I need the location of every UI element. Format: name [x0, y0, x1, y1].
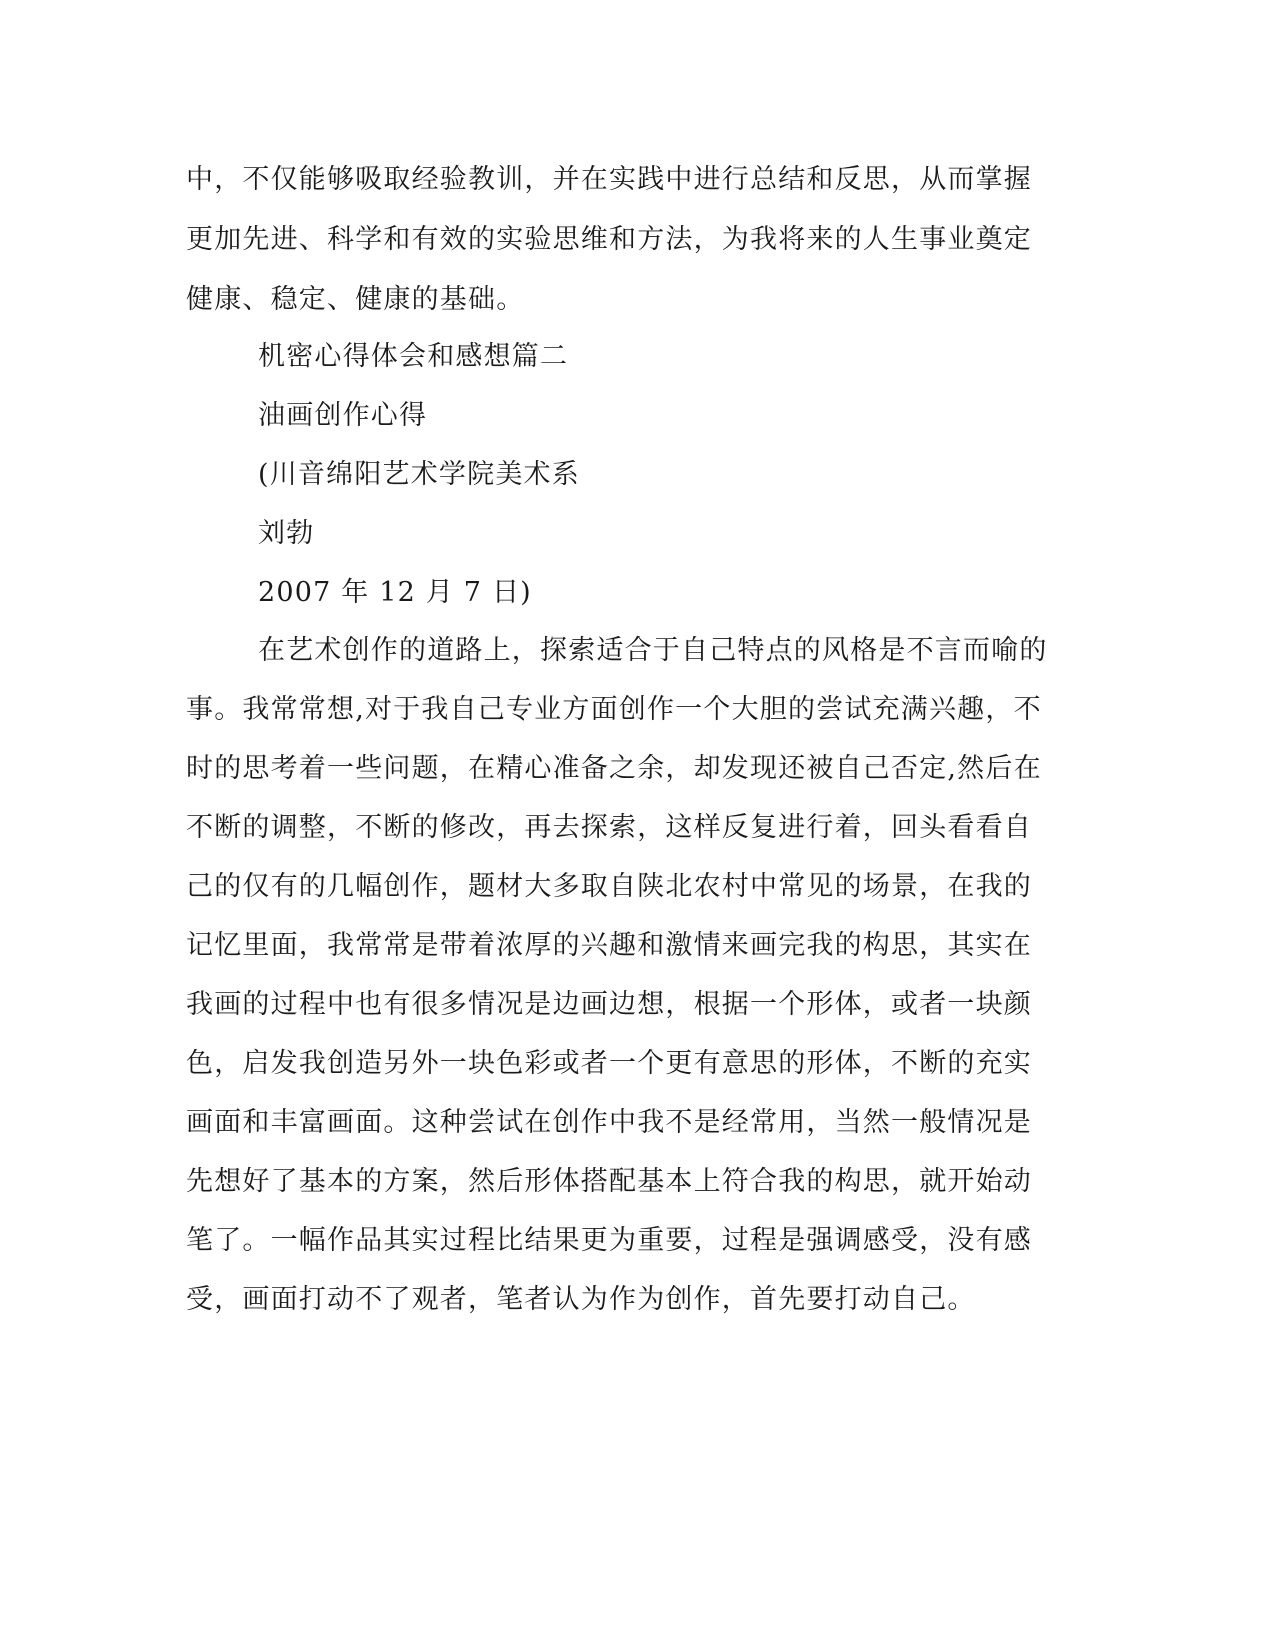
paragraph-line: 色，启发我创造另外一块色彩或者一个更有意思的形体，不断的充实 — [186, 1048, 1032, 1079]
paragraph-line: 笔了。一幅作品其实过程比结果更为重要，过程是强调感受，没有感 — [186, 1225, 1032, 1256]
paragraph-line: 事。我常常想,对于我自己专业方面创作一个大胆的尝试充满兴趣，不 — [186, 694, 1042, 725]
paragraph-line: 先想好了基本的方案，然后形体搭配基本上符合我的构思，就开始动 — [186, 1166, 1032, 1197]
paragraph-line: 中，不仅能够吸取经验教训，并在实践中进行总结和反思，从而掌握 — [186, 164, 1032, 195]
paragraph-line: 在艺术创作的道路上，探索适合于自己特点的风格是不言而喻的 — [258, 635, 1048, 666]
paragraph-line: 画面和丰富画面。这种尝试在创作中我不是经常用，当然一般情况是 — [186, 1107, 1032, 1138]
paragraph-line: 更加先进、科学和有效的实验思维和方法，为我将来的人生事业奠定 — [186, 224, 1032, 255]
author-affiliation: (川音绵阳艺术学院美术系 — [258, 459, 580, 490]
paragraph-line: 健康、稳定、健康的基础。 — [186, 284, 525, 315]
author-name: 刘勃 — [258, 518, 315, 549]
article-date: 2007 年 12 月 7 日) — [258, 577, 532, 608]
article-title: 油画创作心得 — [258, 400, 428, 431]
paragraph-line: 不断的调整，不断的修改，再去探索，这样反复进行着，回头看看自 — [186, 812, 1032, 843]
paragraph-line: 受，画面打动不了观者，笔者认为作为创作，首先要打动自己。 — [186, 1284, 976, 1315]
paragraph-line: 时的思考着一些问题，在精心准备之余，却发现还被自己否定,然后在 — [186, 753, 1042, 784]
paragraph-line: 己的仅有的几幅创作，题材大多取自陕北农村中常见的场景，在我的 — [186, 871, 1032, 902]
section-heading: 机密心得体会和感想篇二 — [258, 341, 569, 372]
paragraph-line: 我画的过程中也有很多情况是边画边想，根据一个形体，或者一块颜 — [186, 989, 1032, 1020]
paragraph-line: 记忆里面，我常常是带着浓厚的兴趣和激情来画完我的构思，其实在 — [186, 930, 1032, 961]
